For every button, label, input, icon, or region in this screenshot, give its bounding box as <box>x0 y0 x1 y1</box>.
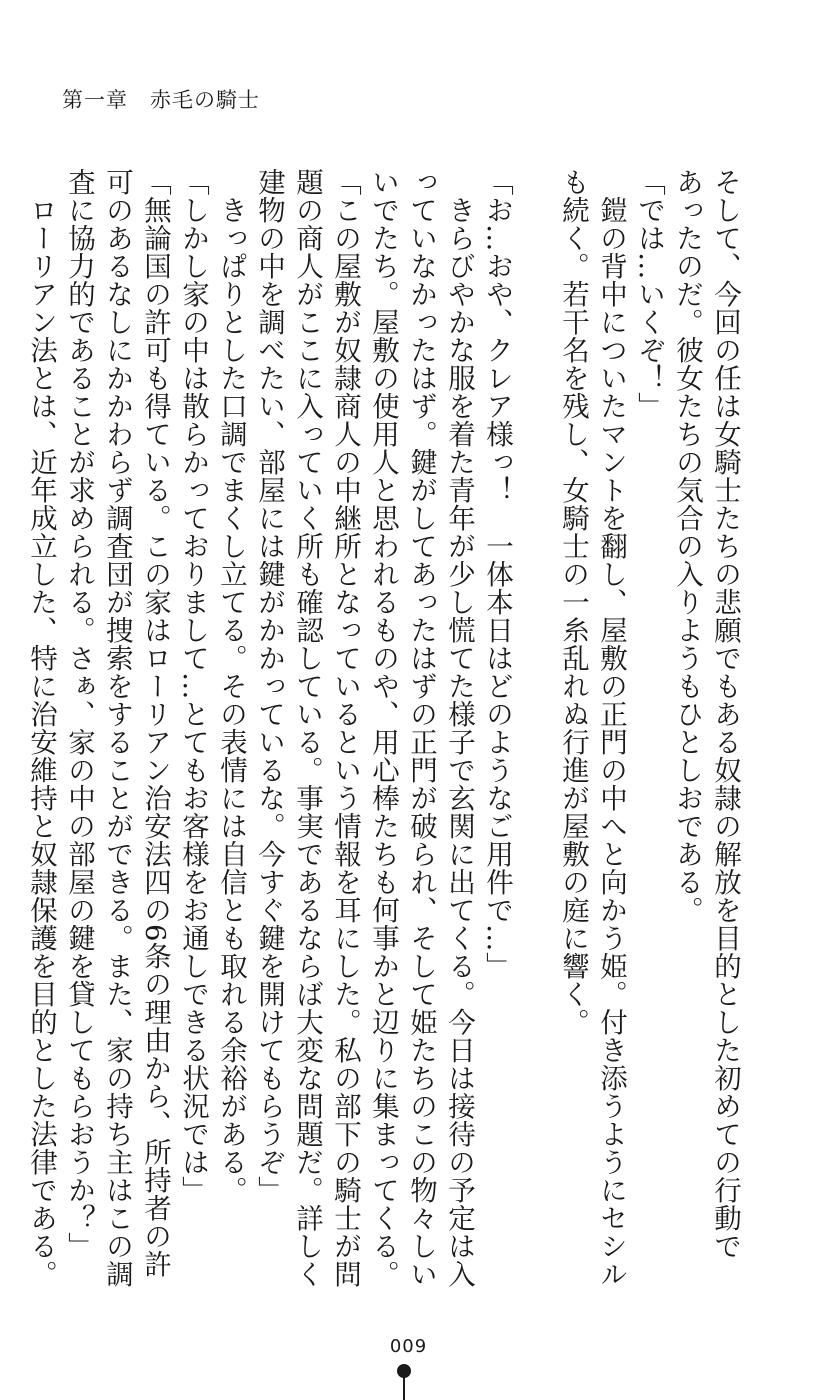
text-line: 建物の中を調べたい、部屋には鍵がかかっているな。今すぐ鍵を開けてもらうぞ」 <box>253 168 285 1204</box>
text-line: 「この屋敷が奴隷商人の中継所となっているという情報を耳にした。私の部下の騎士が問 <box>329 168 361 1288</box>
text-line: あったのだ。彼女たちの気合の入りようもひとしおである。 <box>671 168 703 924</box>
folio-line-icon <box>403 1376 405 1400</box>
text-line: そして、今回の任は女騎士たちの悲願でもある奴隷の解放を目的とした初めての行動で <box>709 168 741 1260</box>
blank-line <box>516 168 554 1143</box>
text-line: 「しかし家の中は散らかっておりまして…とてもお客様をお通しできる状況では」 <box>177 168 209 1204</box>
running-header <box>62 84 260 114</box>
text-line: ローリアン法とは、近年成立した、特に治安維持と奴隷保護を目的とした法律である。 <box>25 168 57 1288</box>
text-line: 「お…おや、クレア様っ！ 一体本日はどのようなご用件で…」 <box>481 168 513 980</box>
text-line: も続く。若干名を残し、女騎士の一糸乱れぬ行進が屋敷の庭に響く。 <box>557 168 589 1036</box>
text-line: 可のあるなしにかかわらず調査団が捜索をすることができる。また、家の持ち主はこの調 <box>101 168 133 1288</box>
text-line: 題の商人がここに入っていく所も確認している。事実であるならば大変な問題だ。詳しく <box>291 168 323 1288</box>
text-line: きっぱりとした口調でまくし立てる。その表情には自信とも取れる余裕がある。 <box>215 168 247 1204</box>
text-line: 査に協力的であることが求められる。さぁ、家の中の部屋の鍵を貸してもらおうか？」 <box>63 168 95 1260</box>
text-line: っていなかったはず。鍵がしてあったはずの正門が破られ、そして姫たちのこの物々しい <box>405 168 437 1288</box>
text-line: 「無論国の許可も得ている。この家はローリアン治安法四の6条の理由から、所持者の許 <box>139 168 171 1278</box>
text-line: 「では…いくぞ！」 <box>633 168 665 420</box>
page-number: 009 <box>389 1336 428 1357</box>
vertical-body-text <box>25 168 744 1288</box>
text-line: 鎧の背中についたマントを翻し、屋敷の正門の中へと向かう姫。付き添うようにセシル <box>595 168 627 1288</box>
chapter-title: 赤毛の騎士 <box>150 88 260 112</box>
chapter-number: 第一章 <box>62 88 128 112</box>
text-line: きらびやかな服を着た青年が少し慌てた様子で玄関に出てくる。今日は接待の予定は入 <box>443 168 475 1288</box>
text-line: いでたち。屋敷の使用人と思われるものや、用心棒たちも何事かと辺りに集まってくる。 <box>367 168 399 1288</box>
